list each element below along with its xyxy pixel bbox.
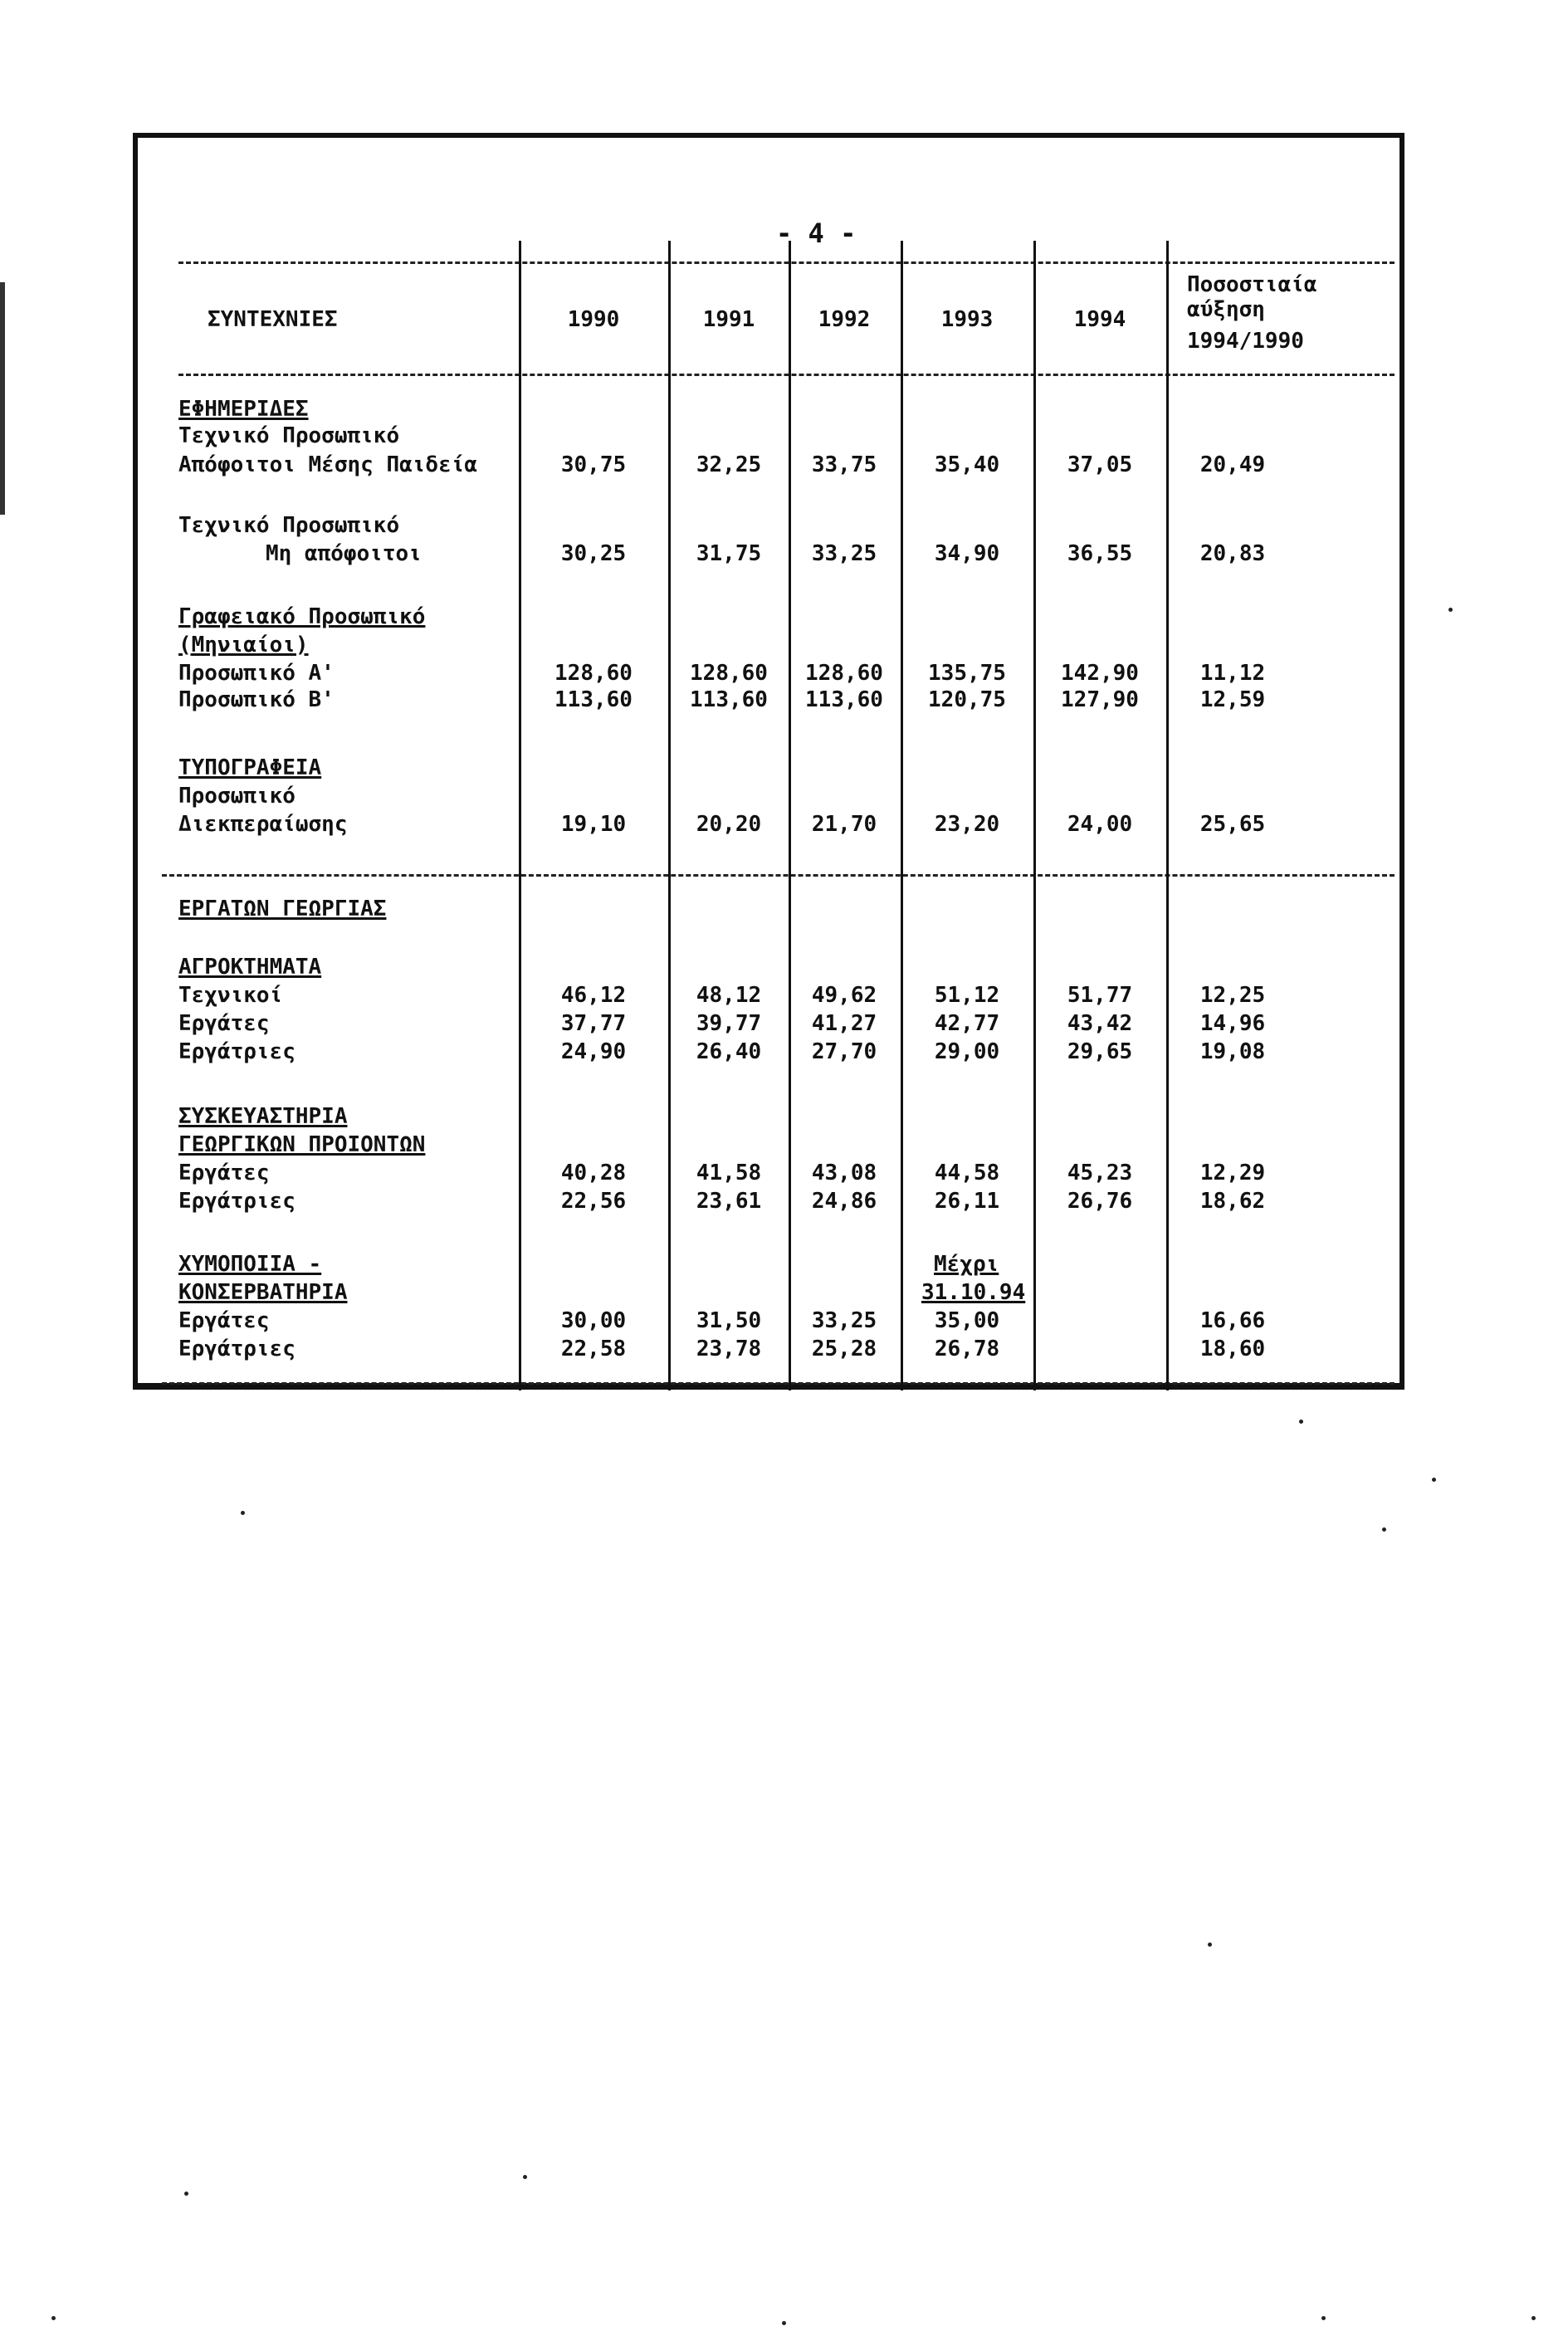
cell-value: 23,61: [696, 1189, 762, 1214]
cell-value: 12,59: [1199, 687, 1266, 712]
scan-speck: [241, 1511, 245, 1515]
year-header: 1994: [1073, 307, 1126, 332]
row-label: Τεχνικοί: [178, 983, 283, 1008]
cell-value: 135,75: [928, 661, 1006, 686]
col-separator: [519, 241, 521, 1390]
row-label: Τεχνικό Προσωπικό: [178, 423, 400, 448]
cell-value: 33,25: [811, 541, 877, 566]
cell-value: 12,25: [1199, 983, 1266, 1008]
cell-value: 120,75: [928, 687, 1006, 712]
scan-speck: [1208, 1943, 1212, 1947]
row-label: Μη απόφοιτοι: [266, 541, 422, 566]
row-label: Εργάτριες: [178, 1039, 296, 1064]
cell-value: 34,90: [934, 541, 1000, 566]
scan-speck: [782, 2321, 786, 2325]
pct-header: Ποσοστιαία: [1187, 272, 1317, 297]
date-note: 31.10.94: [921, 1280, 1026, 1305]
cell-value: 14,96: [1199, 1011, 1266, 1036]
cell-value: 42,77: [934, 1011, 1000, 1036]
subsection-title: ΧΥΜΟΠΟΙΙΑ -: [178, 1252, 322, 1277]
cell-value: 25,28: [811, 1337, 877, 1361]
cell-value: 44,58: [934, 1161, 1000, 1185]
cell-value: 23,78: [696, 1337, 762, 1361]
cell-value: 43,08: [811, 1161, 877, 1185]
cell-value: 113,60: [554, 687, 633, 712]
section-title: ΤΥΠΟΓΡΑΦΕΙΑ: [178, 755, 322, 780]
cell-value: 128,60: [805, 661, 883, 686]
scan-speck: [1321, 2316, 1326, 2320]
subsection-title: ΚΟΝΣΕΡΒΑΤΗΡΙΑ: [178, 1280, 348, 1305]
row-label: Τεχνικό Προσωπικό: [178, 513, 400, 538]
rule-header: [178, 374, 1395, 376]
cell-value: 19,08: [1199, 1039, 1266, 1064]
rule-section: [162, 874, 1395, 877]
cell-value: 22,56: [560, 1189, 627, 1214]
cell-value: 45,23: [1067, 1161, 1133, 1185]
date-note: Μέχρι: [934, 1252, 999, 1277]
cell-value: 25,65: [1199, 812, 1266, 837]
col-separator: [1033, 241, 1036, 1390]
cell-value: 30,75: [560, 452, 627, 477]
row-label: Εργάτες: [178, 1011, 270, 1036]
scan-edge-mark: [0, 282, 5, 515]
rule-bottom: [162, 1382, 1395, 1385]
cell-value: 26,40: [696, 1039, 762, 1064]
cell-value: 37,77: [560, 1011, 627, 1036]
cell-value: 37,05: [1067, 452, 1133, 477]
cell-value: 40,28: [560, 1161, 627, 1185]
subsection-title: ΑΓΡΟΚΤΗΜΑΤΑ: [178, 955, 322, 980]
cell-value: 26,11: [934, 1189, 1000, 1214]
cell-value: 23,20: [934, 812, 1000, 837]
row-label: Προσωπικό: [178, 784, 296, 809]
rule-top: [178, 261, 1395, 264]
section-title: ΕΡΓΑΤΩΝ ΓΕΩΡΓΙΑΣ: [178, 897, 387, 921]
cell-value: 41,58: [696, 1161, 762, 1185]
page-number: - 4 -: [776, 217, 857, 249]
scan-speck: [1531, 2316, 1536, 2320]
subsection-title: (Μηνιαίοι): [178, 633, 309, 657]
cell-value: 46,12: [560, 983, 627, 1008]
scan-speck: [184, 2192, 188, 2196]
cell-value: 43,42: [1067, 1011, 1133, 1036]
cell-value: 51,12: [934, 983, 1000, 1008]
row-label: Προσωπικό Α': [178, 661, 335, 686]
subsection-title: ΓΕΩΡΓΙΚΩΝ ΠΡΟΙΟΝΤΩΝ: [178, 1132, 426, 1157]
cell-value: 29,65: [1067, 1039, 1133, 1064]
cell-value: 18,60: [1199, 1337, 1266, 1361]
row-label: Εργάτριες: [178, 1189, 296, 1214]
pct-header: 1994/1990: [1187, 329, 1304, 354]
year-header: 1991: [702, 307, 755, 332]
cell-value: 32,25: [696, 452, 762, 477]
cell-value: 127,90: [1061, 687, 1139, 712]
year-header: 1990: [567, 307, 620, 332]
cell-value: 35,40: [934, 452, 1000, 477]
scan-speck: [1448, 608, 1453, 612]
cell-value: 20,83: [1199, 541, 1266, 566]
column-header-label: ΣΥΝΤΕΧΝΙΕΣ: [208, 307, 338, 332]
cell-value: 24,86: [811, 1189, 877, 1214]
cell-value: 30,25: [560, 541, 627, 566]
cell-value: 48,12: [696, 983, 762, 1008]
row-label: Εργάτριες: [178, 1337, 296, 1361]
cell-value: 18,62: [1199, 1189, 1266, 1214]
subsection-title: Γραφειακό Προσωπικό: [178, 604, 426, 629]
row-label: Διεκπεραίωσης: [178, 812, 348, 837]
section-title: ΕΦΗΜΕΡΙΔΕΣ: [178, 397, 309, 422]
row-label: Εργάτες: [178, 1308, 270, 1333]
cell-value: 29,00: [934, 1039, 1000, 1064]
year-header: 1993: [940, 307, 994, 332]
pct-header: αύξηση: [1187, 297, 1265, 322]
col-separator: [1166, 241, 1169, 1390]
cell-value: 36,55: [1067, 541, 1133, 566]
cell-value: 49,62: [811, 983, 877, 1008]
cell-value: 26,76: [1067, 1189, 1133, 1214]
cell-value: 35,00: [934, 1308, 1000, 1333]
cell-value: 51,77: [1067, 983, 1133, 1008]
cell-value: 11,12: [1199, 661, 1266, 686]
scan-speck: [1432, 1478, 1436, 1482]
cell-value: 16,66: [1199, 1308, 1266, 1333]
cell-value: 142,90: [1061, 661, 1139, 686]
cell-value: 27,70: [811, 1039, 877, 1064]
cell-value: 24,00: [1067, 812, 1133, 837]
scan-speck: [1299, 1420, 1303, 1424]
cell-value: 20,20: [696, 812, 762, 837]
cell-value: 30,00: [560, 1308, 627, 1333]
subsection-title: ΣΥΣΚΕΥΑΣΤΗΡΙΑ: [178, 1104, 348, 1129]
cell-value: 33,75: [811, 452, 877, 477]
cell-value: 31,75: [696, 541, 762, 566]
scan-speck: [51, 2316, 56, 2320]
cell-value: 26,78: [934, 1337, 1000, 1361]
scan-speck: [1382, 1527, 1386, 1532]
cell-value: 128,60: [554, 661, 633, 686]
row-label: Προσωπικό Β': [178, 687, 335, 712]
cell-value: 41,27: [811, 1011, 877, 1036]
cell-value: 39,77: [696, 1011, 762, 1036]
cell-value: 22,58: [560, 1337, 627, 1361]
cell-value: 128,60: [690, 661, 768, 686]
cell-value: 31,50: [696, 1308, 762, 1333]
cell-value: 113,60: [690, 687, 768, 712]
year-header: 1992: [818, 307, 871, 332]
row-label: Απόφοιτοι Μέσης Παιδεία: [178, 452, 478, 477]
scan-speck: [523, 2175, 527, 2179]
cell-value: 19,10: [560, 812, 627, 837]
cell-value: 20,49: [1199, 452, 1266, 477]
cell-value: 113,60: [805, 687, 883, 712]
cell-value: 24,90: [560, 1039, 627, 1064]
cell-value: 33,25: [811, 1308, 877, 1333]
cell-value: 12,29: [1199, 1161, 1266, 1185]
row-label: Εργάτες: [178, 1161, 270, 1185]
cell-value: 21,70: [811, 812, 877, 837]
